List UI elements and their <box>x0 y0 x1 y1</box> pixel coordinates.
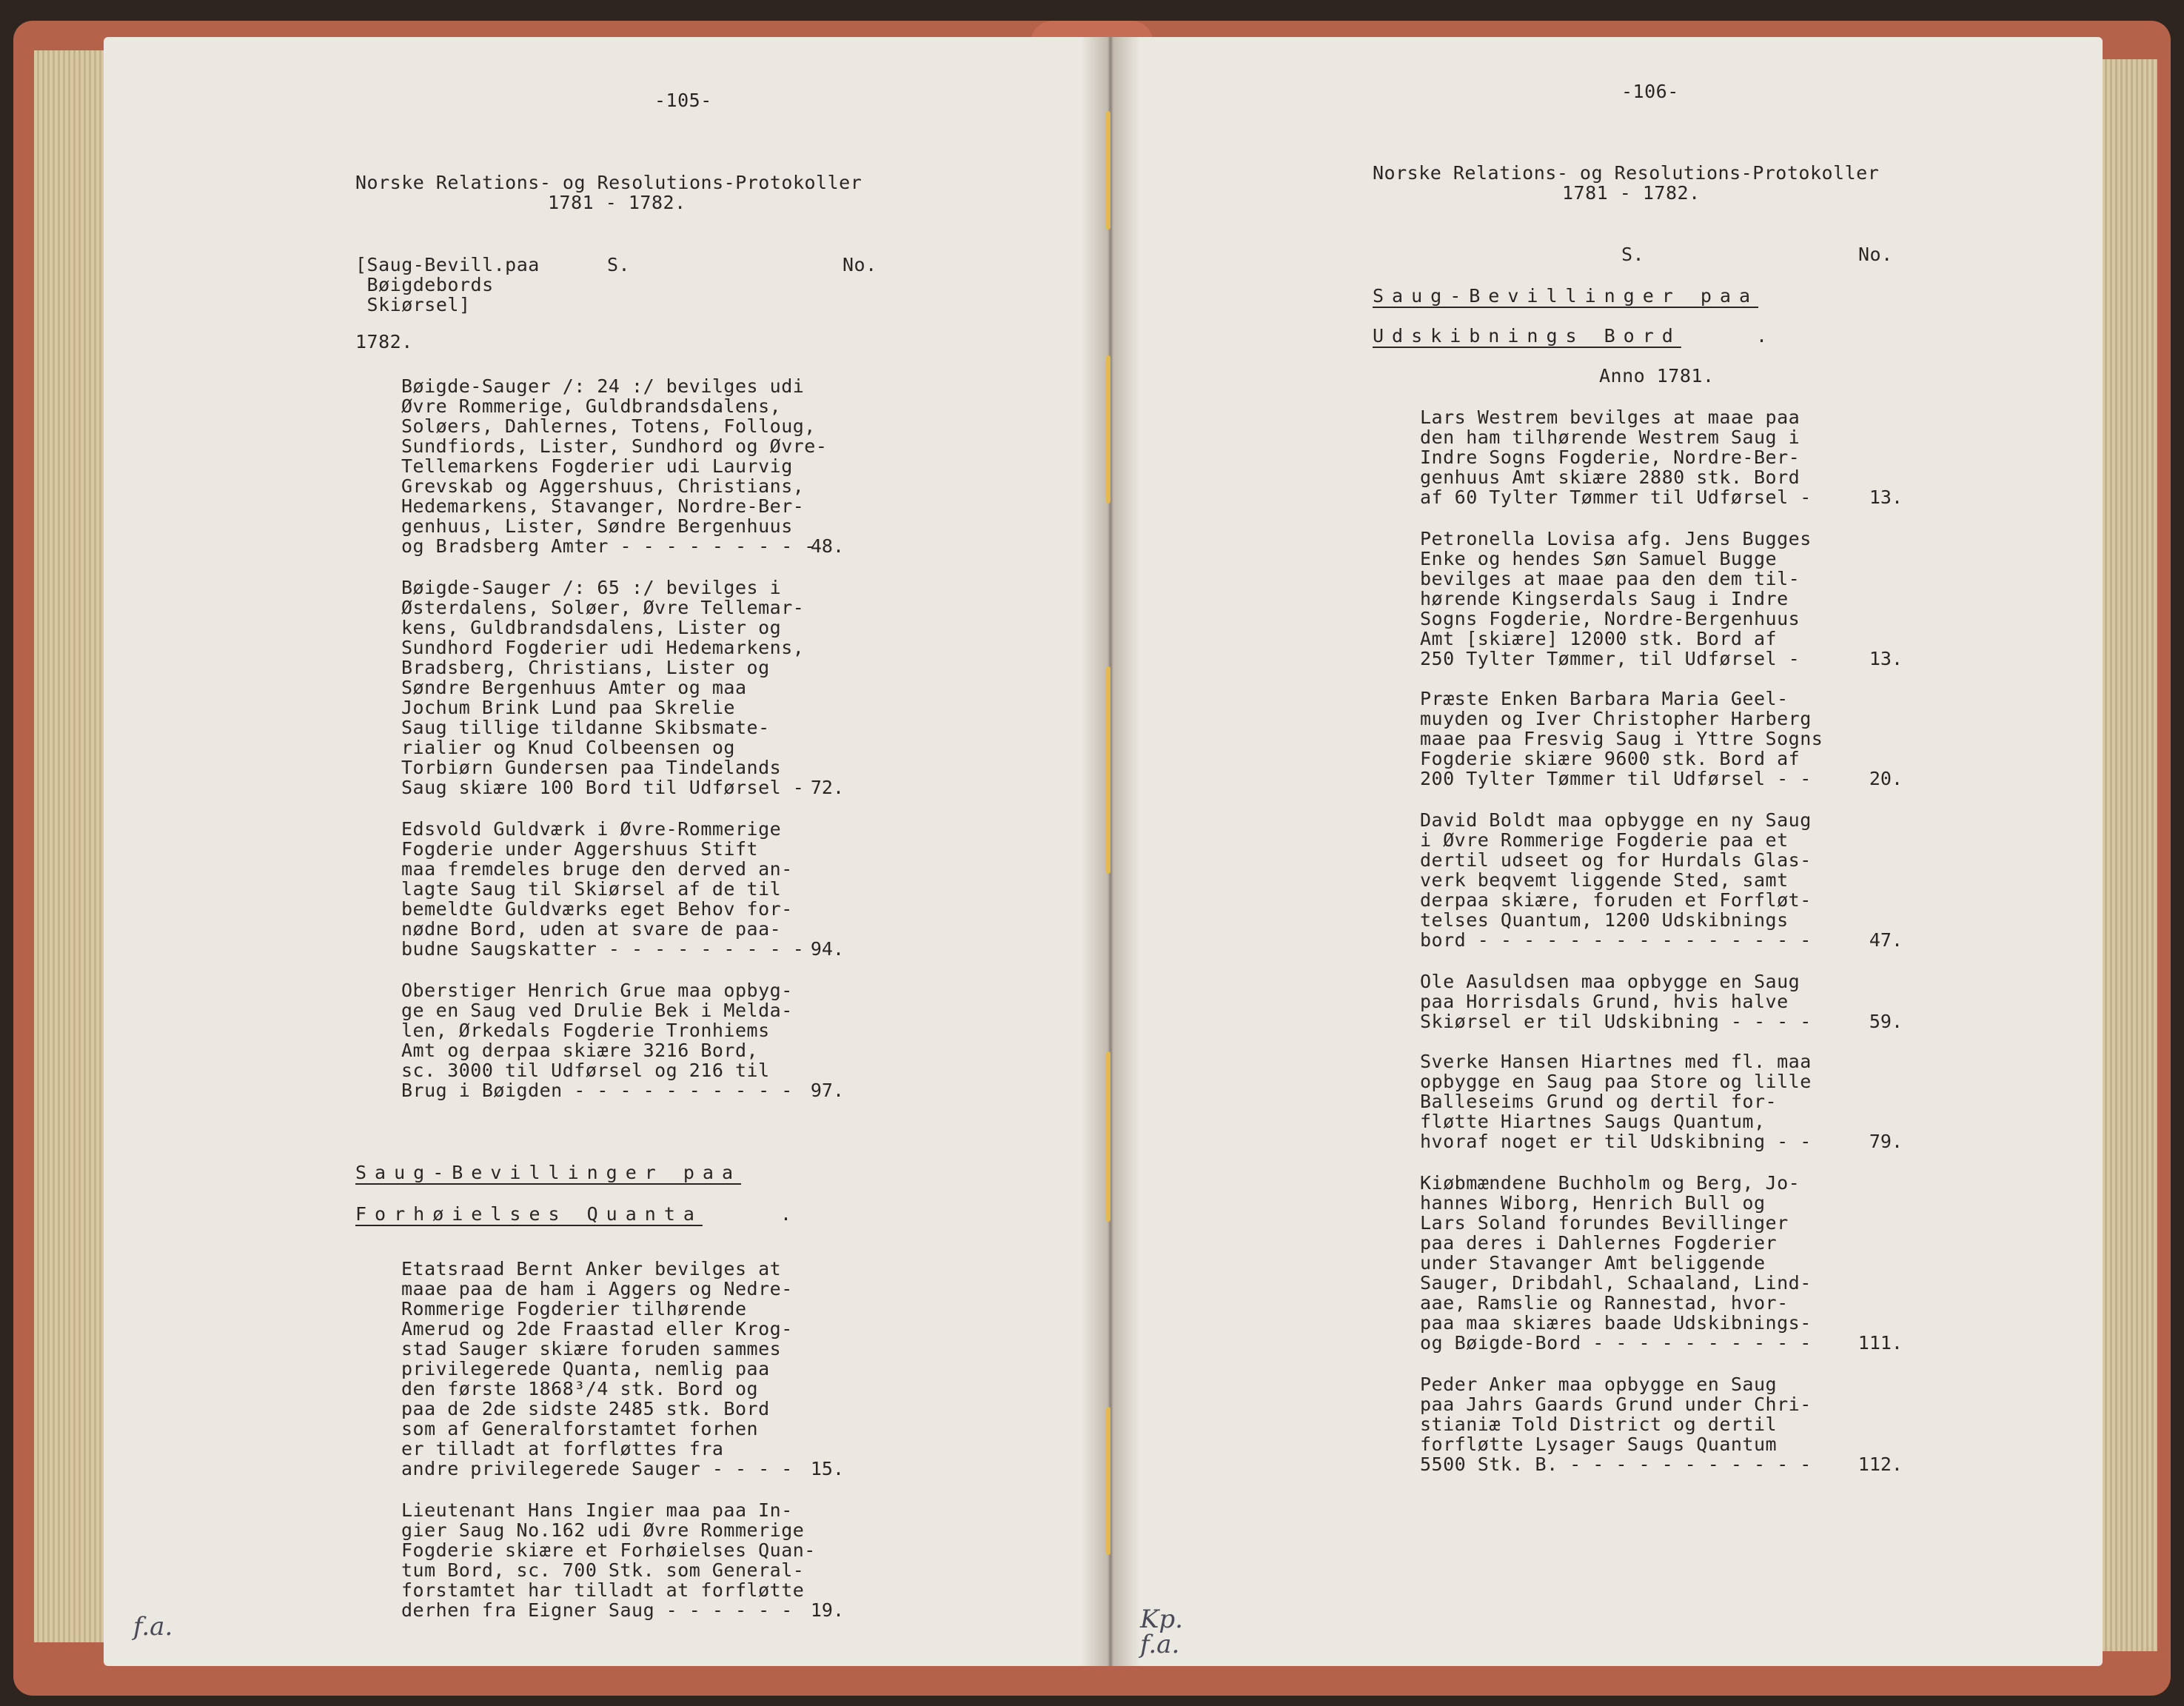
left-entry-2-no: 72. <box>810 777 844 798</box>
right-entry-4: David Boldt maa opbygge en ny Saug i Øvre Rommerige Fogderie paa et dertil udseet og for Hurdals Glas- verk beqvemt liggende Sted, samt derpaa skiære, foruden et Forfløt- telses Quantum, 1200 Udskibnings bord - - - - - - - - - - - - - - - <box>1420 809 1812 951</box>
left-entry2-1-no: 15. <box>810 1458 844 1479</box>
right-col-s: S. <box>1621 244 1645 265</box>
right-entry-8: Peder Anker maa opbygge en Saug paa Jahrs Gaards Grund under Chri- stianiæ Told District og dertil forfløtte Lysager Saugs Quantum 5500 Stk. B. - - - - - - - - - - - <box>1420 1374 1812 1475</box>
left-section-label: [Saug-Bevill.paa Bøigdebords Skiørsel] <box>355 254 540 315</box>
right-entry-6-no: 79. <box>1869 1131 1903 1152</box>
right-page <box>1111 37 2103 1666</box>
book-gutter <box>1081 37 1140 1666</box>
left-section2-line1: Saug-Bevillinger paa <box>355 1162 742 1183</box>
right-entry-2-no: 13. <box>1869 648 1903 669</box>
right-entry-8-no: 112. <box>1858 1454 1903 1475</box>
right-title-line1: Norske Relations- og Resolutions-Protokoller <box>1373 162 1880 184</box>
left-page-number: -105- <box>654 90 712 111</box>
binding-thread <box>1106 1051 1111 1222</box>
left-entry-4: Oberstiger Henrich Grue maa opbyg- ge en Saug ved Drulie Bek i Melda- len, Ørkedals Fogderie Tronhiems Amt og derpaa skiære 3216 Bord, sc. 3000 til Udførsel og 216 til Brug i Bøigden - - - - - - - - - - <box>401 980 793 1101</box>
left-entry-1: Bøigde-Sauger /: 24 :/ bevilges udi Øvre Rommerige, Guldbrandsdalens, Soløers, Dahlernes, Totens, Folloug, Sundfiords, Lister, Sundhord og Øvre- Tellemarkens Fogderier udi Laurvig Grevskab og Aggershuus, Christians, Hedemarkens, Stavanger, Nordre-Ber- genhuus, Lister, Søndre Bergenhuus og Bradsberg Amter - - - - - - - - - <box>401 375 828 557</box>
left-entry-3-no: 94. <box>810 938 844 960</box>
left-margin-note: f.a. <box>133 1612 173 1642</box>
right-entry-5: Ole Aasuldsen maa opbygge en Saug paa Horrisdals Grund, hvis halve Skiørsel er til Udskibning - - - - <box>1420 971 1812 1032</box>
right-entry-5-no: 59. <box>1869 1011 1903 1032</box>
left-title-line1: Norske Relations- og Resolutions-Protokoller <box>355 172 862 193</box>
binding-thread <box>1106 355 1111 504</box>
right-entry-3-no: 20. <box>1869 768 1903 789</box>
right-section-line1: Saug-Bevillinger paa <box>1373 285 1759 307</box>
left-entry2-2-no: 19. <box>810 1599 844 1621</box>
left-title-line2: 1781 - 1782. <box>548 192 686 213</box>
right-entry-7-no: 111. <box>1858 1332 1903 1354</box>
left-section2-dot: . <box>780 1203 792 1225</box>
binding-thread <box>1106 1407 1111 1555</box>
right-entry-7: Kiøbmændene Buchholm og Berg, Jo- hannes Wiborg, Henrich Bull og Lars Soland forundes Bevillinger paa deres i Dahlernes Fogderier under Stavanger Amt beliggende Sauger, Dribdahl, Schaaland, Lind- aae, Ramslie og Rannestad, hvor- paa maa skiæres baade Udskibnings- og Bøigde-Bord - - - - - - - - - - <box>1420 1172 1812 1354</box>
right-entry-1-no: 13. <box>1869 486 1903 508</box>
left-entry-4-no: 97. <box>810 1080 844 1101</box>
binding-thread <box>1106 666 1111 874</box>
right-section-dot: . <box>1756 325 1768 347</box>
left-section2-line2: Forhøielses Quanta <box>355 1203 703 1225</box>
left-entry-3: Edsvold Guldværk i Øvre-Rommerige Fogderie under Aggershuus Stift maa fremdeles bruge den derved an- lagte Saug til Skiørsel af de til bemeldte Guldværks eget Behov for- nødne Bord, uden at svare de paa- budne Saugskatter - - - - - - - - - <box>401 818 805 960</box>
left-entry2-1: Etatsraad Bernt Anker bevilges at maae paa de ham i Aggers og Nedre- Rommerige Fogderier tilhørende Amerud og 2de Fraastad eller Krog- stad Sauger skiære foruden sammes privilegerede Quanta, nemlig paa den første 1868³/4 stk. Bord og paa de 2de sidste 2485 stk. Bord som af Generalforstamtet forhen er tilladt at forfløttes fra andre privilegerede Sauger - - - - <box>401 1258 793 1479</box>
right-entry-4-no: 47. <box>1869 929 1903 951</box>
page-edges-right <box>2097 59 2157 1651</box>
left-col-no: No. <box>843 254 877 275</box>
right-entry-2: Petronella Lovisa afg. Jens Bugges Enke og hendes Søn Samuel Bugge bevilges at maae paa den dem til- hørende Kingserdals Saug i Indre Sogns Fogderie, Nordre-Bergenhuus Amt [skiære] 12000 stk. Bord af 250 Tylter Tømmer, til Udførsel - <box>1420 528 1812 669</box>
right-year: Anno 1781. <box>1599 365 1715 387</box>
left-entry2-2: Lieutenant Hans Ingier maa paa In- gier Saug No.162 udi Øvre Rommerige Fogderie skiære et Forhøielses Quan- tum Bord, sc. 700 Stk. som General- forstamtet har tilladt at forfløtte derhen fra Eigner Saug - - - - - - <box>401 1499 816 1621</box>
right-entry-6: Sverke Hansen Hiartnes med fl. maa opbygge en Saug paa Store og lille Balleseims Grund og dertil for- fløtte Hiartnes Saugs Quantum, hvoraf noget er til Udskibning - - <box>1420 1051 1812 1152</box>
left-page <box>104 37 1111 1666</box>
right-margin-note: Kp. f.a. <box>1140 1605 1183 1659</box>
right-entry-1: Lars Westrem bevilges at maae paa den ham tilhørende Westrem Saug i Indre Sogns Fogderie, Nordre-Ber- genhuus Amt skiære 2880 stk. Bord af 60 Tylter Tømmer til Udførsel - <box>1420 407 1812 508</box>
right-entry-3: Præste Enken Barbara Maria Geel- muyden og Iver Christopher Harberg maae paa Fresvig Saug i Yttre Sogns Fogderie skiære 9600 stk. Bord af 200 Tylter Tømmer til Udførsel - - <box>1420 688 1823 789</box>
right-page-number: -106- <box>1621 81 1679 102</box>
left-year: 1782. <box>355 331 413 352</box>
binding-thread <box>1106 111 1111 230</box>
page-edges-left <box>34 50 108 1642</box>
right-col-no: No. <box>1858 244 1893 265</box>
left-col-s: S. <box>607 254 631 275</box>
left-entry-1-no: 48. <box>810 535 844 557</box>
right-section-line2: Udskibnings Bord <box>1373 325 1681 347</box>
right-title-line2: 1781 - 1782. <box>1562 182 1701 204</box>
left-entry-2: Bøigde-Sauger /: 65 :/ bevilges i Østerdalens, Soløer, Øvre Tellemar- kens, Guldbrandsdalens, Lister og Sundhord Fogderier udi Hedemarkens, Bradsberg, Christians, Lister og Søndre Bergenhuus Amter og maa Jochum Brink Lund paa Skrelie Saug tillige tildanne Skibsmate- rialier og Knud Colbeensen og Torbiørn Gundersen paa Tindelands Saug skiære 100 Bord til Udførsel - <box>401 577 805 798</box>
